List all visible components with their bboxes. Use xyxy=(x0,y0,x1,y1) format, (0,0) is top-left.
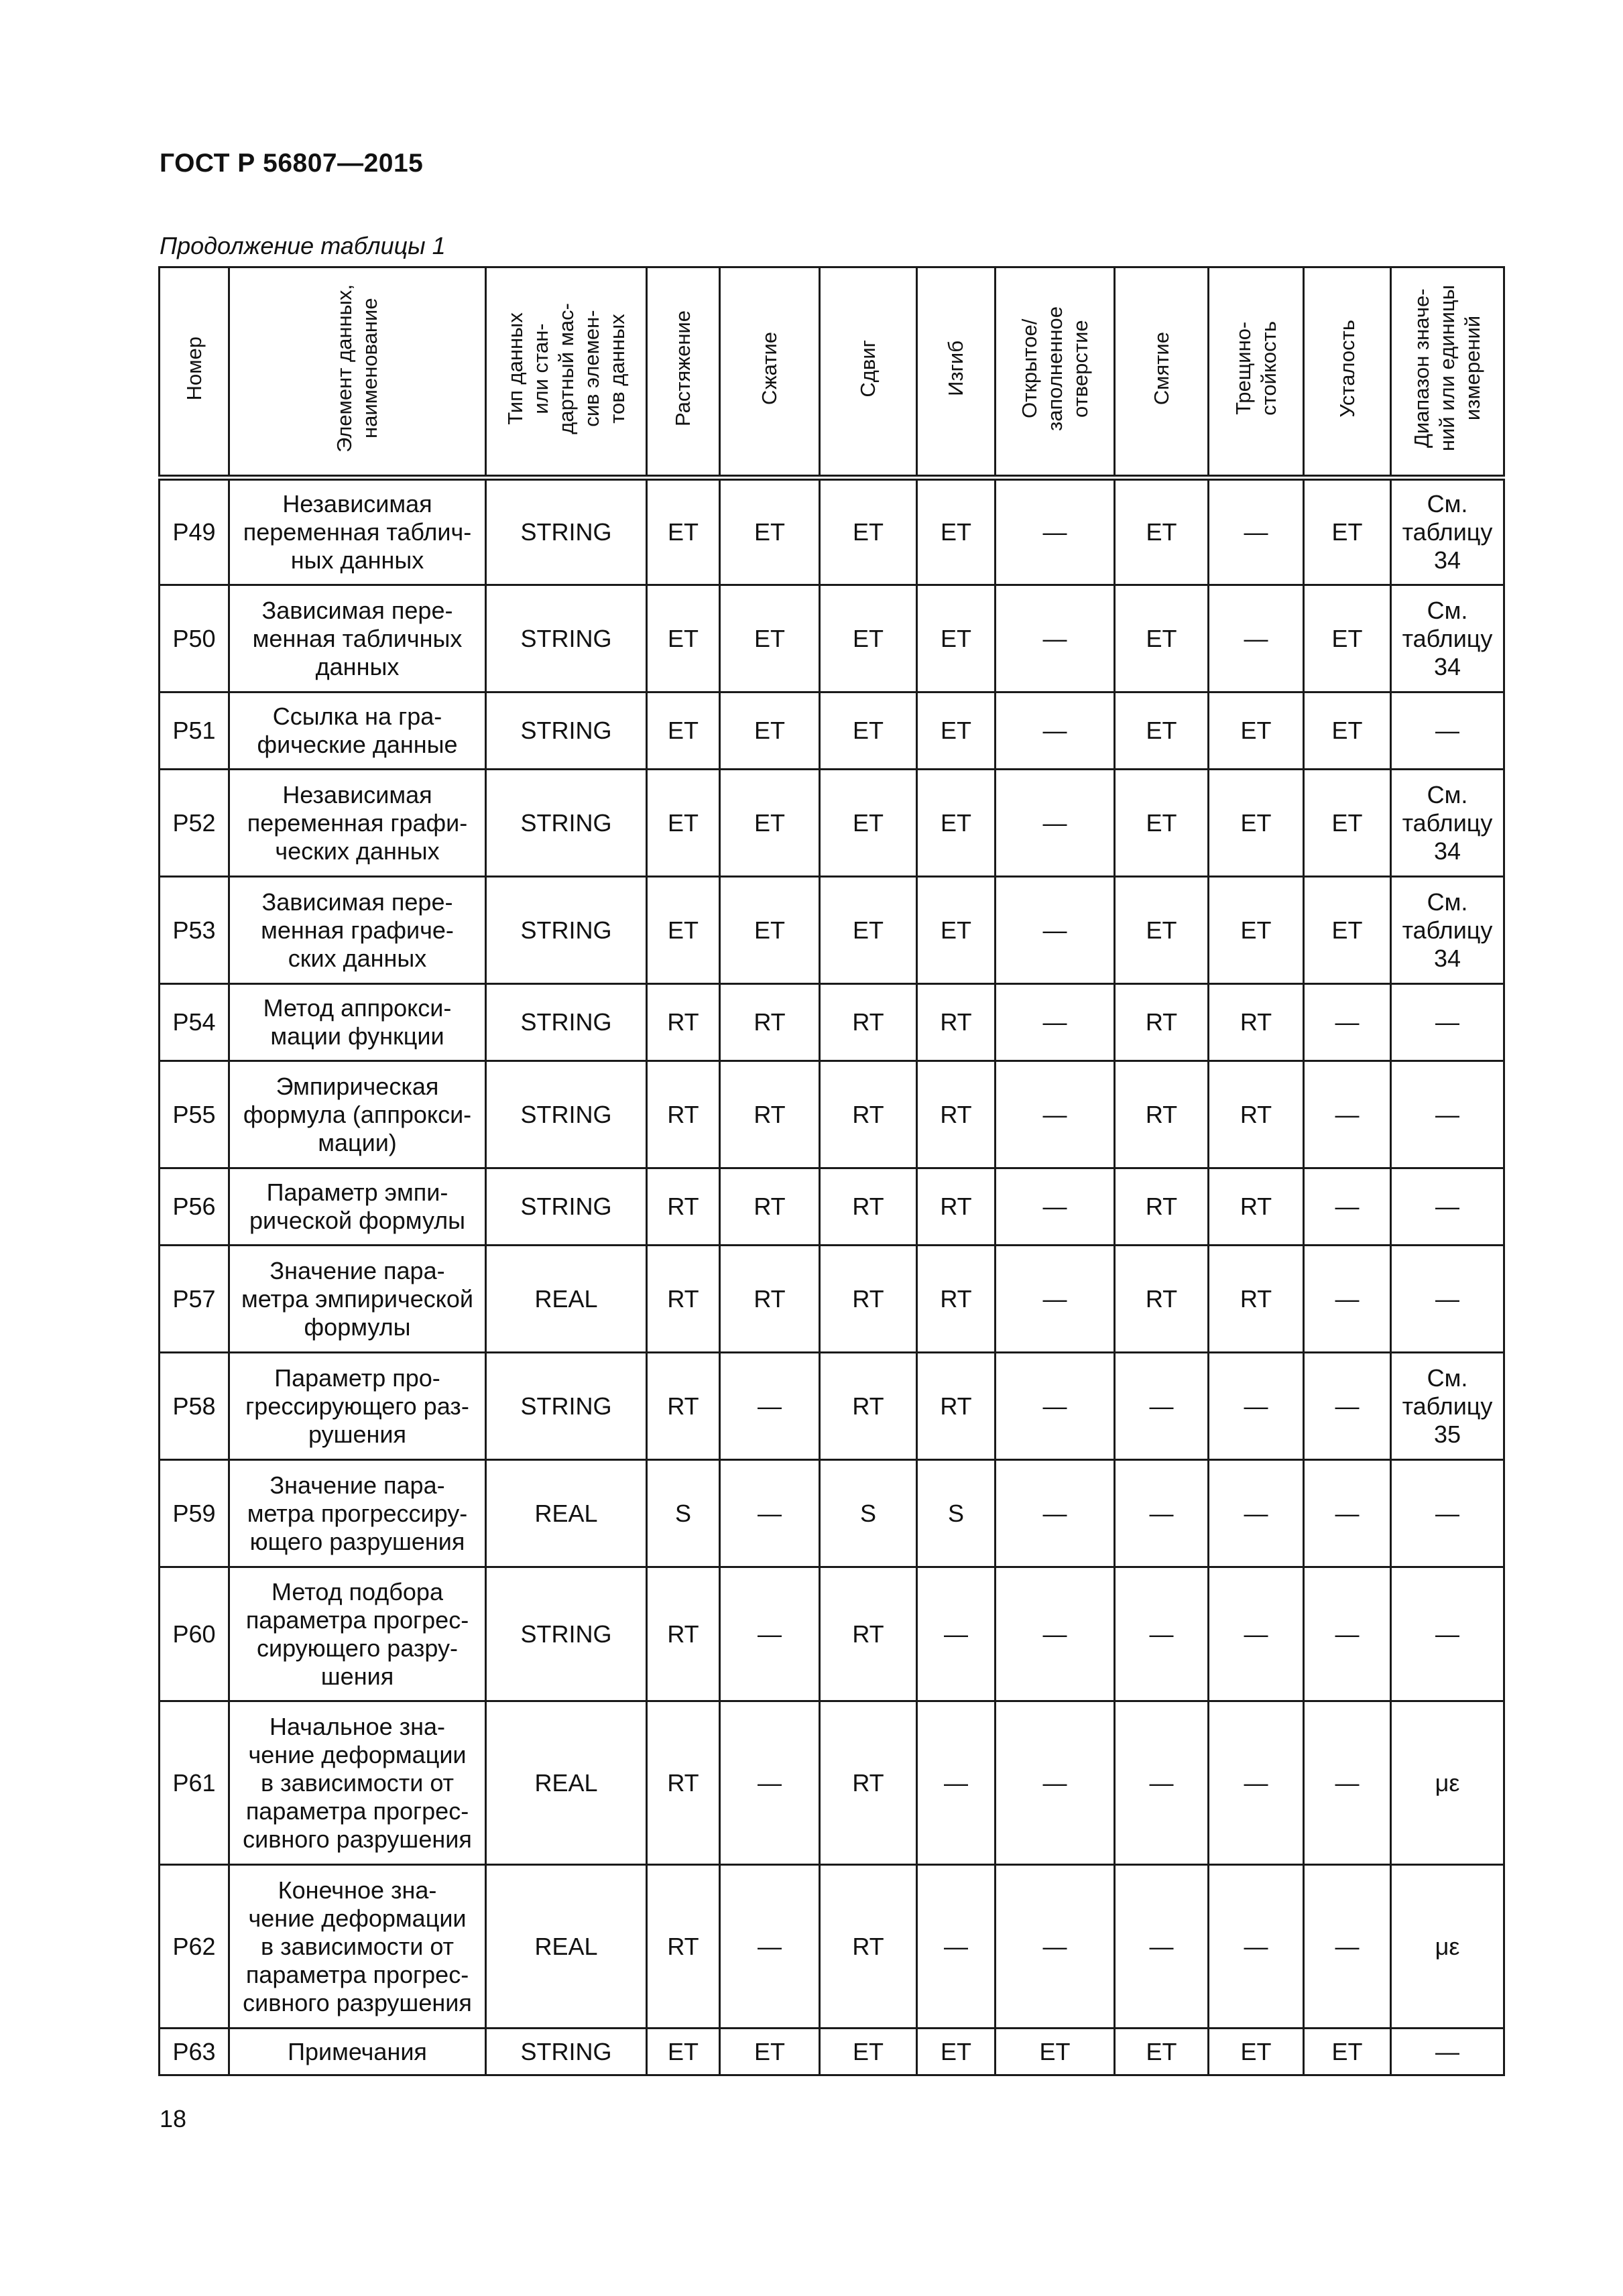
row-value: ET xyxy=(1209,770,1304,877)
row-value: RT xyxy=(1115,1168,1209,1246)
row-value: — xyxy=(1304,1246,1391,1353)
row-value: — xyxy=(1115,1567,1209,1701)
row-value: — xyxy=(1209,585,1304,692)
row-range: — xyxy=(1391,1061,1504,1168)
row-type: STRING xyxy=(486,692,647,770)
row-value: — xyxy=(996,1168,1115,1246)
row-value: — xyxy=(1209,1353,1304,1460)
row-type: REAL xyxy=(486,1701,647,1865)
row-value: — xyxy=(1304,1168,1391,1246)
row-value: ET xyxy=(820,2029,917,2075)
row-value: RT xyxy=(820,1567,917,1701)
row-value: ET xyxy=(647,478,720,585)
row-number: P54 xyxy=(160,984,229,1061)
row-value: ET xyxy=(917,692,996,770)
row-value: RT xyxy=(1115,984,1209,1061)
row-value: ET xyxy=(820,478,917,585)
row-range: — xyxy=(1391,1567,1504,1701)
row-value: ET xyxy=(820,770,917,877)
row-name: Параметр про- грессирующего раз- рушения xyxy=(229,1353,486,1460)
col-header-tension: Растяжение xyxy=(647,267,720,478)
row-name: Зависимая пере- менная табличных данных xyxy=(229,585,486,692)
row-type: STRING xyxy=(486,1168,647,1246)
row-type: STRING xyxy=(486,585,647,692)
row-number: P53 xyxy=(160,877,229,984)
table-row xyxy=(160,1567,1504,1701)
row-value: — xyxy=(720,1567,820,1701)
row-number: P61 xyxy=(160,1701,229,1865)
col-header-bearing: Смятие xyxy=(1115,267,1209,478)
row-value: ET xyxy=(1304,585,1391,692)
row-value: — xyxy=(996,984,1115,1061)
row-value: RT xyxy=(820,1246,917,1353)
row-value: — xyxy=(1304,1353,1391,1460)
table-row xyxy=(160,1865,1504,2029)
col-header-range: Диапазон значе- ний или единицы измерений xyxy=(1391,267,1504,478)
row-value: ET xyxy=(917,877,996,984)
row-number: P51 xyxy=(160,692,229,770)
row-number: P58 xyxy=(160,1353,229,1460)
row-value: — xyxy=(720,1353,820,1460)
row-value: S xyxy=(820,1460,917,1567)
row-value: — xyxy=(996,1567,1115,1701)
row-value: ET xyxy=(1115,585,1209,692)
row-value: — xyxy=(917,1701,996,1865)
row-value: — xyxy=(1115,1460,1209,1567)
row-value: — xyxy=(917,1865,996,2029)
row-number: P57 xyxy=(160,1246,229,1353)
row-value: RT xyxy=(820,1865,917,2029)
col-header-bending: Изгиб xyxy=(917,267,996,478)
row-range: См. таблицу 34 xyxy=(1391,770,1504,877)
table-row xyxy=(160,1353,1504,1460)
row-value: RT xyxy=(647,1246,720,1353)
row-value: ET xyxy=(917,478,996,585)
row-type: STRING xyxy=(486,1353,647,1460)
row-value: RT xyxy=(647,1567,720,1701)
row-value: S xyxy=(647,1460,720,1567)
row-number: P63 xyxy=(160,2029,229,2075)
row-value: RT xyxy=(820,984,917,1061)
row-value: RT xyxy=(647,1865,720,2029)
row-value: ET xyxy=(647,877,720,984)
row-value: RT xyxy=(1115,1246,1209,1353)
row-value: — xyxy=(720,1460,820,1567)
row-value: — xyxy=(996,692,1115,770)
row-name: Метод аппрокси- мации функции xyxy=(229,984,486,1061)
row-value: ET xyxy=(917,2029,996,2075)
row-value: — xyxy=(996,1246,1115,1353)
row-value: RT xyxy=(917,984,996,1061)
row-range: См. таблицу 34 xyxy=(1391,877,1504,984)
row-value: — xyxy=(1304,1701,1391,1865)
row-value: — xyxy=(996,478,1115,585)
col-header-number: Номер xyxy=(160,267,229,478)
row-range: — xyxy=(1391,692,1504,770)
row-value: RT xyxy=(1209,984,1304,1061)
row-value: RT xyxy=(720,984,820,1061)
row-number: P50 xyxy=(160,585,229,692)
table-row xyxy=(160,2029,1504,2075)
row-value: — xyxy=(1304,1567,1391,1701)
row-value: ET xyxy=(720,585,820,692)
table-row xyxy=(160,478,1504,585)
row-value: RT xyxy=(720,1246,820,1353)
table-row xyxy=(160,1061,1504,1168)
row-value: — xyxy=(996,1460,1115,1567)
row-number: P60 xyxy=(160,1567,229,1701)
row-range: См. таблицу 34 xyxy=(1391,478,1504,585)
row-value: ET xyxy=(1115,2029,1209,2075)
col-header-element: Элемент данных, наименование xyxy=(229,267,486,478)
row-value: — xyxy=(996,1865,1115,2029)
row-value: — xyxy=(1304,1865,1391,2029)
row-value: RT xyxy=(1209,1168,1304,1246)
table-row xyxy=(160,1460,1504,1567)
row-value: ET xyxy=(1115,478,1209,585)
table-row xyxy=(160,770,1504,877)
row-name: Параметр эмпи- рической формулы xyxy=(229,1168,486,1246)
row-value: — xyxy=(1115,1865,1209,2029)
row-value: ET xyxy=(1115,692,1209,770)
row-value: — xyxy=(1304,1460,1391,1567)
col-header-fatigue: Усталость xyxy=(1304,267,1391,478)
row-value: — xyxy=(996,877,1115,984)
row-name: Независимая переменная таблич- ных данных xyxy=(229,478,486,585)
table-row xyxy=(160,1246,1504,1353)
row-value: RT xyxy=(917,1168,996,1246)
row-value: RT xyxy=(1209,1246,1304,1353)
row-type: STRING xyxy=(486,770,647,877)
row-value: ET xyxy=(720,2029,820,2075)
row-value: RT xyxy=(720,1061,820,1168)
row-value: ET xyxy=(647,585,720,692)
table-row xyxy=(160,984,1504,1061)
row-name: Значение пара- метра эмпирической формулы xyxy=(229,1246,486,1353)
header-row xyxy=(160,267,1504,478)
row-name: Значение пара- метра прогрессиру- ющего разрушения xyxy=(229,1460,486,1567)
row-number: P59 xyxy=(160,1460,229,1567)
row-value: RT xyxy=(647,1168,720,1246)
table-row xyxy=(160,585,1504,692)
row-value: RT xyxy=(917,1246,996,1353)
row-range: με xyxy=(1391,1701,1504,1865)
row-value: — xyxy=(1209,1460,1304,1567)
row-value: ET xyxy=(720,692,820,770)
row-value: ET xyxy=(720,770,820,877)
col-header-type: Тип данных или стан- дартный мас- сив элемен- тов данных xyxy=(486,267,647,478)
row-value: ET xyxy=(1115,877,1209,984)
row-value: ET xyxy=(917,770,996,877)
row-range: με xyxy=(1391,1865,1504,2029)
col-header-shear: Сдвиг xyxy=(820,267,917,478)
row-name: Начальное зна- чение деформации в зависимости от параметра прогрес- сивного разрушения xyxy=(229,1701,486,1865)
row-value: ET xyxy=(1304,478,1391,585)
row-value: RT xyxy=(647,984,720,1061)
row-value: ET xyxy=(720,478,820,585)
row-name: Эмпирическая формула (аппрокси- мации) xyxy=(229,1061,486,1168)
row-value: ET xyxy=(1209,2029,1304,2075)
row-value: RT xyxy=(820,1353,917,1460)
row-value: ET xyxy=(1304,877,1391,984)
row-value: ET xyxy=(820,877,917,984)
row-value: ET xyxy=(996,2029,1115,2075)
row-type: REAL xyxy=(486,1865,647,2029)
table-row xyxy=(160,877,1504,984)
row-type: STRING xyxy=(486,1061,647,1168)
row-value: ET xyxy=(1304,770,1391,877)
row-value: S xyxy=(917,1460,996,1567)
row-name: Независимая переменная графи- ческих данных xyxy=(229,770,486,877)
row-name: Зависимая пере- менная графиче- ских данных xyxy=(229,877,486,984)
row-value: — xyxy=(996,1701,1115,1865)
row-type: STRING xyxy=(486,2029,647,2075)
row-value: ET xyxy=(647,770,720,877)
row-value: RT xyxy=(917,1061,996,1168)
row-value: RT xyxy=(647,1061,720,1168)
table-body xyxy=(160,478,1504,2075)
row-value: RT xyxy=(820,1061,917,1168)
row-value: ET xyxy=(720,877,820,984)
row-value: — xyxy=(720,1701,820,1865)
row-value: ET xyxy=(1209,692,1304,770)
row-value: RT xyxy=(820,1168,917,1246)
row-value: — xyxy=(1209,478,1304,585)
table-row xyxy=(160,1168,1504,1246)
row-value: ET xyxy=(1209,877,1304,984)
row-range: — xyxy=(1391,1246,1504,1353)
row-value: ET xyxy=(647,2029,720,2075)
row-value: RT xyxy=(1115,1061,1209,1168)
col-header-toughness: Трещино- стойкость xyxy=(1209,267,1304,478)
row-value: — xyxy=(720,1865,820,2029)
row-value: — xyxy=(1115,1701,1209,1865)
row-value: — xyxy=(996,585,1115,692)
row-value: ET xyxy=(820,692,917,770)
col-header-hole: Открытое/ заполненное отверстие xyxy=(996,267,1115,478)
row-range: — xyxy=(1391,984,1504,1061)
row-value: — xyxy=(996,1353,1115,1460)
row-value: RT xyxy=(647,1353,720,1460)
row-value: — xyxy=(1304,984,1391,1061)
row-value: ET xyxy=(1115,770,1209,877)
row-type: REAL xyxy=(486,1246,647,1353)
row-value: RT xyxy=(720,1168,820,1246)
table-row xyxy=(160,1701,1504,1865)
row-range: См. таблицу 35 xyxy=(1391,1353,1504,1460)
row-value: — xyxy=(996,1061,1115,1168)
row-value: — xyxy=(1115,1353,1209,1460)
row-number: P55 xyxy=(160,1061,229,1168)
row-value: ET xyxy=(1304,692,1391,770)
row-range: — xyxy=(1391,1460,1504,1567)
row-range: См. таблицу 34 xyxy=(1391,585,1504,692)
row-type: STRING xyxy=(486,478,647,585)
row-value: RT xyxy=(917,1353,996,1460)
row-value: — xyxy=(917,1567,996,1701)
table-row xyxy=(160,692,1504,770)
page-number: 18 xyxy=(160,2105,187,2132)
row-number: P49 xyxy=(160,478,229,585)
row-value: RT xyxy=(1209,1061,1304,1168)
row-number: P52 xyxy=(160,770,229,877)
col-header-compression: Сжатие xyxy=(720,267,820,478)
row-value: RT xyxy=(820,1701,917,1865)
row-type: REAL xyxy=(486,1460,647,1567)
row-type: STRING xyxy=(486,1567,647,1701)
row-range: — xyxy=(1391,1168,1504,1246)
row-number: P62 xyxy=(160,1865,229,2029)
row-value: RT xyxy=(647,1701,720,1865)
row-value: ET xyxy=(820,585,917,692)
row-name: Конечное зна- чение деформации в зависимости от параметра прогрес- сивного разрушения xyxy=(229,1865,486,2029)
document-header: ГОСТ Р 56807—2015 xyxy=(160,149,424,178)
row-value: ET xyxy=(647,692,720,770)
row-name: Примечания xyxy=(229,2029,486,2075)
row-name: Метод подбора параметра прогрес- сирующего разру- шения xyxy=(229,1567,486,1701)
row-value: — xyxy=(1209,1701,1304,1865)
row-value: — xyxy=(1209,1865,1304,2029)
row-value: ET xyxy=(917,585,996,692)
row-type: STRING xyxy=(486,877,647,984)
row-number: P56 xyxy=(160,1168,229,1246)
row-value: ET xyxy=(1304,2029,1391,2075)
row-value: — xyxy=(996,770,1115,877)
row-range: — xyxy=(1391,2029,1504,2075)
row-value: — xyxy=(1209,1567,1304,1701)
data-table xyxy=(158,266,1505,2076)
row-value: — xyxy=(1304,1061,1391,1168)
row-type: STRING xyxy=(486,984,647,1061)
row-name: Ссылка на гра- фические данные xyxy=(229,692,486,770)
table-caption: Продолжение таблицы 1 xyxy=(160,232,446,259)
